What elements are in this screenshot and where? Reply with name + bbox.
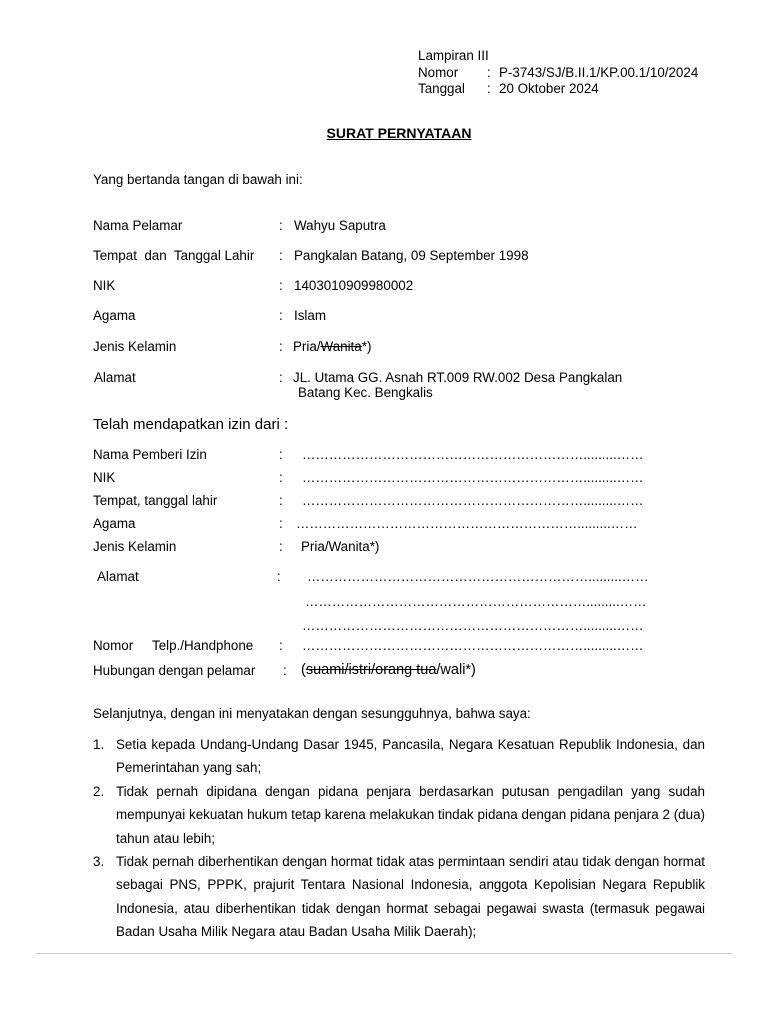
- field-value: 1403010909980002: [294, 278, 414, 293]
- list-text: Tidak pernah diberhentikan dengan hormat tidak atas permintaan sendiri atau tidak dengan hormat sebagai PNS, PPPK, prajurit Tentara Nasional Indonesia, anggota Kepolisian Negara Republik Indonesia, atau diberhentikan tidak dengan hormat sebagai pegawai swasta (termasuk pegawai Badan Usaha Milik Negara atau Badan Usaha Milik Daerah);: [116, 854, 705, 940]
- field-telepon-pemberi: [93, 638, 713, 656]
- tanggal-label: Tanggal: [418, 81, 465, 96]
- list-text: Tidak pernah dipidana dengan pidana penjara berdasarkan putusan pengadilan yang sudah mempunyai kekuatan hukum tetap karena melakukan tindak pidana dengan pidana penjara 2 (dua) tahun atau lebih;: [116, 783, 705, 846]
- blank-dots: ……………………………………………………….........……: [302, 447, 644, 462]
- colon: :: [277, 569, 281, 584]
- document-title: SURAT PERNYATAAN: [326, 125, 472, 141]
- blank-dots: ……………………………………………………….........……: [302, 493, 644, 508]
- hubungan-open-paren: (: [301, 662, 306, 678]
- field-label: Tempat dan Tanggal Lahir: [93, 248, 255, 263]
- field-nik-pemberi: [93, 470, 713, 488]
- list-item: [93, 733, 705, 780]
- blank-dots: ……………………………………………………….........……: [302, 618, 644, 633]
- field-value: Wahyu Saputra: [294, 218, 386, 233]
- colon: :: [279, 447, 283, 462]
- list-number: 1.: [93, 737, 105, 752]
- list-number: 2.: [93, 783, 105, 799]
- list-text: Setia kepada Undang-Undang Dasar 1945, Pancasila, Negara Kesatuan Republik Indonesia, dan Pemerintahan yang sah;: [116, 737, 705, 776]
- field-value: [301, 662, 476, 678]
- field-agama-pemberi: [93, 516, 713, 534]
- field-alamat: [93, 370, 713, 404]
- field-alamat-pemberi: [93, 569, 713, 639]
- field-agama: [93, 308, 713, 326]
- selanjutnya-text: Selanjutnya, dengan ini menyatakan dengan sesungguhnya, bahwa saya:: [93, 706, 531, 721]
- blank-dots: ……………………………………………………….........……: [296, 516, 638, 531]
- field-label: Nama Pemberi Izin: [93, 447, 207, 462]
- colon: :: [279, 516, 283, 531]
- list-item: [93, 780, 705, 850]
- colon: :: [279, 248, 283, 263]
- field-label: Hubungan dengan pelamar: [93, 663, 256, 678]
- hubungan-struck-options: suami/istri/orang tua: [305, 662, 437, 678]
- field-nik: [93, 278, 713, 296]
- field-hubungan: [93, 663, 713, 681]
- gender-pria: Pria/: [293, 339, 321, 354]
- colon: :: [279, 539, 283, 554]
- blank-dots: ……………………………………………………….........……: [307, 569, 649, 584]
- page-divider: [36, 953, 732, 954]
- field-label: NIK: [93, 470, 116, 485]
- tanggal-value: 20 Oktober 2024: [499, 81, 599, 96]
- field-value: Islam: [294, 308, 326, 323]
- izin-heading: Telah mendapatkan izin dari :: [93, 416, 289, 433]
- field-value: Pangkalan Batang, 09 September 1998: [294, 248, 529, 263]
- nomor-label: Nomor: [418, 65, 459, 80]
- blank-dots: ……………………………………………………….........……: [302, 470, 644, 485]
- intro-text: Yang bertanda tangan di bawah ini:: [93, 172, 303, 187]
- gender-wanita-struck: Wanita: [320, 339, 362, 354]
- colon: :: [279, 278, 283, 293]
- field-value: [293, 339, 371, 354]
- field-label: Agama: [93, 516, 136, 531]
- field-label: Tempat, tanggal lahir: [93, 493, 218, 508]
- field-nama-pelamar: [93, 218, 713, 236]
- colon: :: [279, 493, 283, 508]
- blank-dots: ……………………………………………………….........……: [305, 594, 647, 609]
- list-number: 3.: [93, 854, 105, 870]
- alamat-line-1: JL. Utama GG. Asnah RT.009 RW.002 Desa Pangkalan: [293, 370, 623, 385]
- list-item: [93, 850, 705, 944]
- field-jenis-kelamin: [93, 339, 713, 357]
- blank-dots: ……………………………………………………….........……: [302, 638, 644, 653]
- field-label: Telp./Handphone: [152, 638, 254, 653]
- field-value: Pria/Wanita*): [301, 539, 380, 554]
- field-ttl-pemberi: [93, 493, 713, 511]
- field-tempat-tanggal-lahir: [93, 248, 713, 266]
- field-nama-pemberi-izin: [93, 447, 713, 465]
- field-label: Alamat: [94, 370, 136, 385]
- field-label: Jenis Kelamin: [93, 539, 177, 554]
- nomor-value: P-3743/SJ/B.II.1/KP.00.1/10/2024: [499, 65, 699, 80]
- field-label: Jenis Kelamin: [93, 339, 177, 354]
- gender-footnote: *): [361, 339, 372, 354]
- colon: :: [279, 308, 283, 323]
- field-jenis-kelamin-pemberi: [93, 539, 713, 557]
- colon: :: [487, 65, 491, 80]
- colon: :: [279, 339, 283, 354]
- colon: :: [487, 81, 491, 96]
- alamat-line-2: Batang Kec. Bengkalis: [298, 385, 433, 400]
- hubungan-wali: /wali*): [436, 662, 476, 678]
- field-label: Nama Pelamar: [93, 218, 183, 233]
- colon: :: [279, 218, 283, 233]
- colon: :: [283, 663, 287, 678]
- field-label: Nomor: [93, 638, 134, 653]
- field-label: NIK: [93, 278, 116, 293]
- colon: :: [279, 470, 283, 485]
- colon: :: [279, 638, 283, 653]
- statement-list: [93, 733, 705, 944]
- field-label: Agama: [93, 308, 136, 323]
- lampiran-label: Lampiran III: [418, 48, 489, 63]
- field-label: Alamat: [97, 569, 139, 584]
- colon: :: [279, 370, 283, 385]
